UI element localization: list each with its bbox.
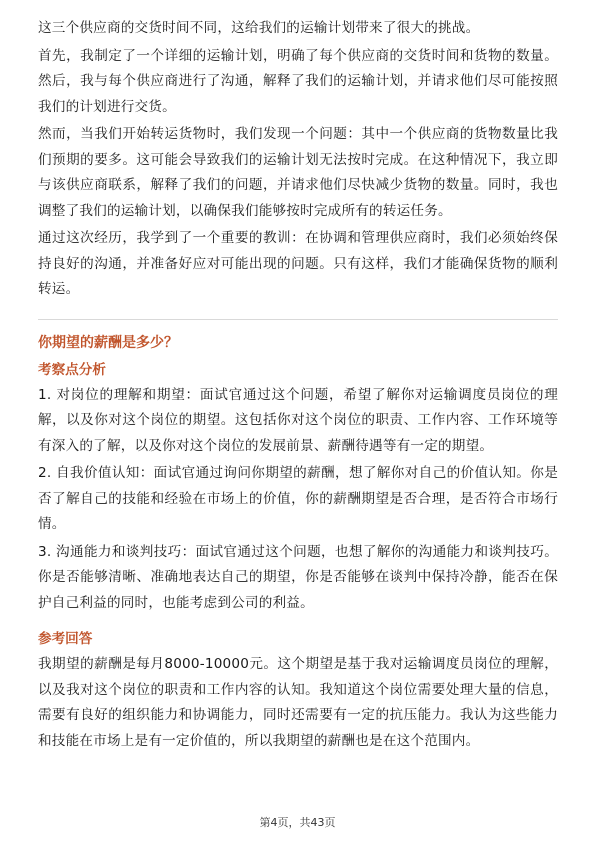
body-paragraph: 通过这次经历，我学到了一个重要的教训：在协调和管理供应商时，我们必须始终保持良好的沟通，并准备好应对可能出现的问题。只有这样，我们才能确保货物的顺利转运。 [38,230,558,297]
answer-paragraph: 我期望的薪酬是每月8000-10000元。这个期望是基于我对运输调度员岗位的理解，以及我对这个岗位的职责和工作内容的认知。我知道这个岗位需要处理大量的信息，需要有良好的组织能力和协调能力，同时还需要有一定的抗压能力。我认为这些能力和技能在市场上是有一定价值的，所以我期望的薪酬也是在这个范围内。 [38,656,558,749]
body-paragraph: 这三个供应商的交货时间不同，这给我们的运输计划带来了很大的挑战。 [38,20,480,36]
analysis-point: 1. 对岗位的理解和期望：面试官通过这个问题，希望了解你对运输调度员岗位的理解，以及你对这个岗位的期望。这包括你对这个岗位的职责、工作内容、工作环境等有深入的了解，以及你对这个岗位的发展前景、薪酬待遇等有一定的期望。 [38,386,558,454]
answer-heading: 参考回答 [38,631,93,647]
page-content [38,16,558,756]
page-number: 第4页，共43页 [259,816,336,829]
body-paragraph: 然而，当我们开始转运货物时，我们发现一个问题：其中一个供应商的货物数量比我们预期的要多。这可能会导致我们的运输计划无法按时完成。在这种情况下，我立即与该供应商联系，解释了我们的问题，并请求他们尽快减少货物的数量。同时，我也调整了我们的运输计划，以确保我们能够按时完成所有的转运任务。 [38,126,558,219]
analysis-heading: 考察点分析 [38,361,106,378]
section-gap [38,618,558,627]
section-divider [38,319,558,320]
analysis-point: 3. 沟通能力和谈判技巧：面试官通过这个问题，也想了解你的沟通能力和谈判技巧。你是否能够清晰、准确地表达自己的期望，你是否能够在谈判中保持冷静，能否在保护自己利益的同时，也能考虑到公司的利益。 [38,543,558,611]
body-paragraph: 首先，我制定了一个详细的运输计划，明确了每个供应商的交货时间和货物的数量。然后，我与每个供应商进行了沟通，解释了我们的运输计划，并请求他们尽可能按照我们的计划进行交货。 [38,47,558,115]
analysis-point: 2. 自我价值认知：面试官通过询问你期望的薪酬，想了解你对自己的价值认知。你是否了解自己的技能和经验在市场上的价值，你的薪酬期望是否合理，是否符合市场行情。 [38,465,558,532]
question-title: 你期望的薪酬是多少？ [38,334,178,351]
